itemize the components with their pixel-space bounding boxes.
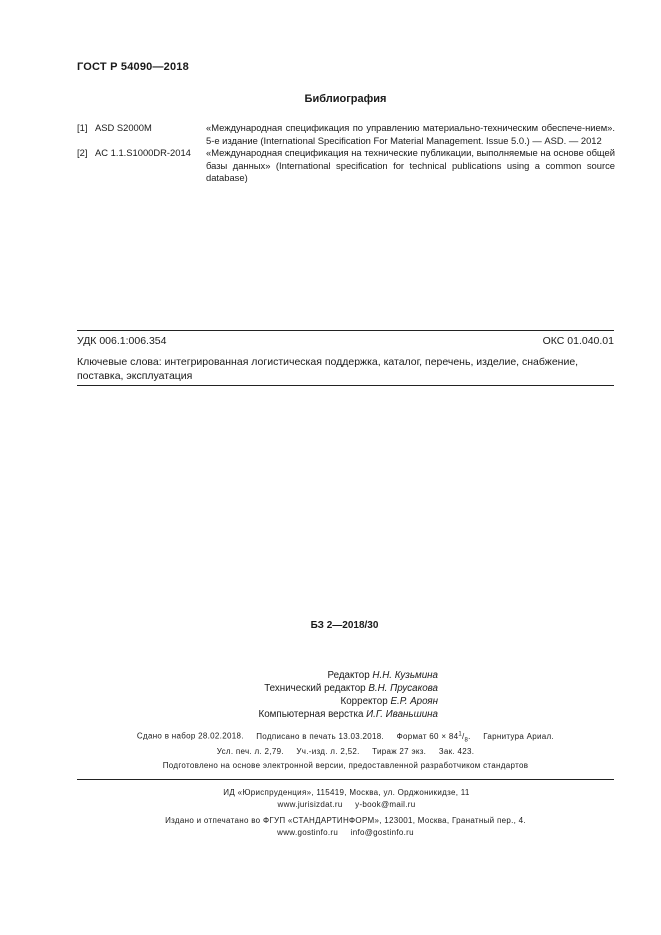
credit-line xyxy=(160,682,438,695)
printer-email-link[interactable]: info@gostinfo.ru xyxy=(350,828,414,837)
bibliography-item-text: «Международная спецификация по управлению материально-техническим обеспече-нием». 5-е издание (International Specification For Material Management. Issue 5.0.) — ASD. — 2012 xyxy=(206,122,615,146)
imprint-pub-sheets: Уч.-изд. л. 2,52. xyxy=(296,747,360,757)
credit-name: В.Н. Прусакова xyxy=(368,683,438,694)
bibliography-list xyxy=(77,122,615,185)
publisher-block xyxy=(0,787,661,811)
oks-code: ОКС 01.040.01 xyxy=(542,335,614,347)
credit-line xyxy=(160,708,438,721)
divider-top xyxy=(77,330,614,331)
imprint-print-sheets: Усл. печ. л. 2,79. xyxy=(216,747,284,757)
credit-role: Редактор xyxy=(327,670,370,681)
udk-code: УДК 006.1:006.354 xyxy=(77,335,167,347)
credits-block xyxy=(160,669,438,721)
bibliography-item-code: AC 1.1.S1000DR-2014 xyxy=(95,147,191,159)
credit-line xyxy=(160,669,438,682)
imprint-format-den: 8 xyxy=(464,737,469,744)
credit-line xyxy=(160,695,438,708)
printer-address: Издано и отпечатано во ФГУП «СТАНДАРТИНФОРМ», 123001, Москва, Гранатный пер., 4. xyxy=(165,816,526,825)
credit-name: Е.Р. Ароян xyxy=(390,696,438,707)
credit-role: Компьютерная верстка xyxy=(258,709,364,720)
imprint-block xyxy=(0,728,661,758)
bibliography-item xyxy=(77,122,615,147)
imprint-format-num: 1 xyxy=(458,731,462,737)
imprint-line-1 xyxy=(30,728,661,746)
publisher-site-link[interactable]: www.jurisizdat.ru xyxy=(277,800,343,809)
publisher-contacts xyxy=(32,799,661,811)
imprint-order: Зак. 423. xyxy=(438,747,475,757)
keywords: Ключевые слова: интегрированная логистическая поддержка, каталог, перечень, изделие, снабжение, поставка, эксплуатация xyxy=(77,356,579,382)
bibliography-title: Библиография xyxy=(304,93,387,105)
bibliography-item-number: [2] xyxy=(77,147,88,159)
bz-number: БЗ 2—2018/30 xyxy=(310,620,379,631)
imprint-line-2 xyxy=(30,746,661,758)
divider-keywords xyxy=(77,385,614,386)
standard-header: ГОСТ Р 54090—2018 xyxy=(77,61,189,73)
bibliography-item-code: ASD S2000M xyxy=(95,122,152,133)
credit-role: Корректор xyxy=(340,696,388,707)
publisher-address: ИД «Юриспруденция», 115419, Москва, ул. Орджоникидзе, 11 xyxy=(223,788,470,797)
credit-name: Н.Н. Кузьмина xyxy=(372,670,438,681)
printer-site-link[interactable]: www.gostinfo.ru xyxy=(277,828,339,837)
bibliography-item-number: [1] xyxy=(77,122,88,133)
credit-name: И.Г. Иваньшина xyxy=(366,709,438,720)
imprint-format: Формат $60 \times 84^1/_8$. xyxy=(396,731,471,744)
prepared-note: Подготовлено на основе электронной версии, предоставленной разработчиком стандартов xyxy=(162,761,529,770)
bibliography-item xyxy=(77,147,615,185)
imprint-typeface: Гарнитура Ариал. xyxy=(483,731,555,741)
printer-block xyxy=(0,815,661,839)
credit-role: Технический редактор xyxy=(264,683,366,694)
printer-contacts xyxy=(30,827,661,839)
imprint-signed: Подписано в печать 13.03.2018. xyxy=(256,731,385,741)
publisher-email-link[interactable]: y-book@mail.ru xyxy=(355,800,416,809)
divider-bottom xyxy=(77,779,614,780)
classification-row xyxy=(77,335,614,347)
imprint-run: Тираж 27 экз. xyxy=(372,747,427,757)
imprint-format-prefix: Формат 60 × 84 xyxy=(396,731,459,741)
imprint-sent: Сдано в набор 28.02.2018. xyxy=(136,731,244,741)
bibliography-item-text: «Международная спецификация на технические публикации, выполняемые на основе общей базы данных» (International specification for technical publications using a common source database) xyxy=(206,147,615,184)
